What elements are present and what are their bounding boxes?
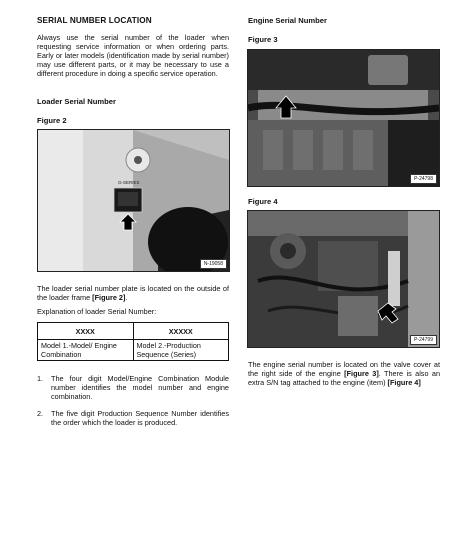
figure4-ref: [Figure 4] [387, 378, 421, 387]
figure3-photo [247, 49, 440, 187]
figure3-tag: P-24798 [410, 174, 437, 184]
figure4-tag: P-24799 [410, 335, 437, 345]
engine-caption: The engine serial number is located on the valve cover at the right side of the engine [Figure 3]. There is also an extra S/N tag attached to the engine (item) [Figure 4] [248, 360, 441, 387]
list-item: 2. The five digit Production Sequence Number identifies the order which the loader is produced. [37, 409, 229, 427]
serial-number-table [37, 322, 229, 361]
figure4-label: Figure 4 [248, 197, 278, 206]
intro-paragraph: Always use the serial number of the loader when requesting service information or when ordering parts. Early or later models (identification made by serial number) may use different parts, or it may be necessary to use a different procedure in doing a specific service operation. [37, 33, 229, 78]
figure2-label: Figure 2 [37, 116, 67, 125]
list-item: 1. The four digit Model/Engine Combination Module number identifies the model number and engine combination. [37, 374, 229, 401]
figure2-plate-text: G-SERIES [118, 180, 140, 185]
loader-caption: The loader serial number plate is located on the outside of the loader frame [Figure 2]. [37, 284, 229, 302]
explanation-text: Explanation of loader Serial Number: [37, 307, 157, 316]
table-header-model: XXXX [38, 323, 134, 340]
figure2-tag: N-19058 [200, 259, 227, 269]
figure3-ref: [Figure 3] [344, 369, 379, 378]
serial-explanation-list [37, 374, 229, 435]
loader-serial-heading: Loader Serial Number [37, 97, 116, 106]
figure4-photo [247, 210, 440, 348]
figure2-ref: [Figure 2] [92, 293, 126, 302]
figure2-photo [37, 129, 230, 272]
table-header-sequence: XXXXX [133, 323, 229, 340]
table-cell-model: Model 1.-Model/ Engine Combination [38, 340, 134, 361]
figure3-label: Figure 3 [248, 35, 278, 44]
table-cell-sequence: Model 2.-Production Sequence (Series) [133, 340, 229, 361]
section-title: SERIAL NUMBER LOCATION [37, 16, 152, 25]
engine-serial-heading: Engine Serial Number [248, 16, 327, 25]
